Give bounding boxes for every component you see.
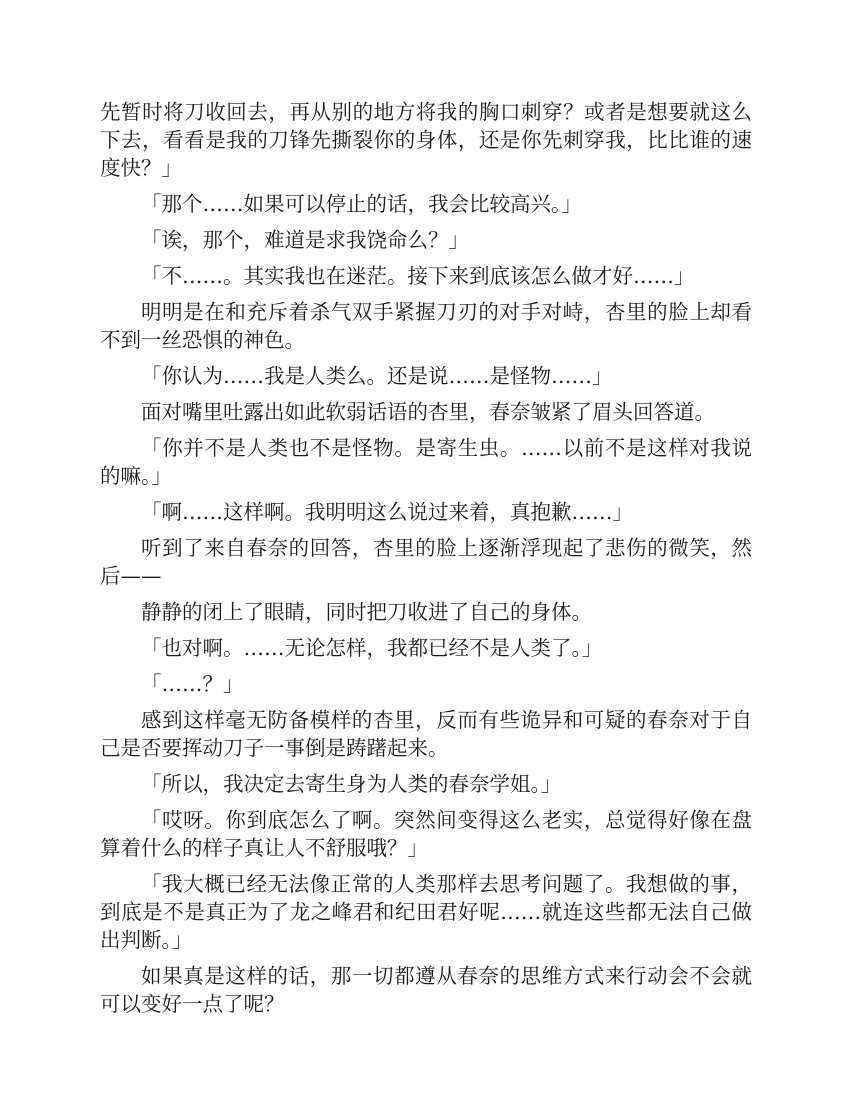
- paragraph: 「也对啊。……无论怎样，我都已经不是人类了。」: [141, 636, 603, 660]
- paragraph: 「诶，那个，难道是求我饶命么？」: [141, 228, 469, 252]
- paragraph: 听到了来自春奈的回答，杏里的脸上逐渐浮现起了悲伤的微笑，然后——: [100, 536, 752, 588]
- paragraph: 面对嘴里吐露出如此软弱话语的杏里，春奈皱紧了眉头回答道。: [141, 400, 715, 424]
- paragraph: 「那个……如果可以停止的话，我会比较高兴。」: [141, 192, 582, 216]
- paragraph: 「你认为……我是人类么。还是说……是怪物……」: [141, 364, 613, 388]
- paragraph: 「所以，我决定去寄生身为人类的春奈学姐。」: [141, 772, 562, 796]
- paragraph: 明明是在和充斥着杀气双手紧握刀刃的对手对峙，杏里的脸上却看不到一丝恐惧的神色。: [100, 300, 752, 352]
- paragraph: 静静的闭上了眼睛，同时把刀收进了自己的身体。: [141, 600, 592, 624]
- paragraph: 「啊……这样啊。我明明这么说过来着，真抱歉……」: [141, 500, 633, 524]
- paragraph: 感到这样毫无防备模样的杏里，反而有些诡异和可疑的春奈对于自己是否要挥动刀子一事倒是踌躇起来。: [100, 708, 752, 760]
- paragraph: 「不……。其实我也在迷茫。接下来到底该怎么做才好……」: [141, 264, 695, 288]
- paragraph: 「……？」: [141, 672, 244, 696]
- paragraph: 「我大概已经无法像正常的人类那样去思考问题了。我想做的事，到底是不是真正为了龙之峰君和纪田君好呢……就连这些都无法自己做出判断。」: [100, 872, 752, 952]
- paragraph: 如果真是这样的话，那一切都遵从春奈的思维方式来行动会不会就可以变好一点了呢？: [100, 964, 752, 1016]
- document-page: [100, 98, 752, 1026]
- paragraph: 先暂时将刀收回去，再从别的地方将我的胸口刺穿？或者是想要就这么下去，看看是我的刀锋先撕裂你的身体，还是你先刺穿我，比比谁的速度快？」: [100, 100, 752, 180]
- paragraph: 「哎呀。你到底怎么了啊。突然间变得这么老实，总觉得好像在盘算着什么的样子真让人不舒服哦？」: [100, 808, 752, 860]
- paragraph: 「你并不是人类也不是怪物。是寄生虫。……以前不是这样对我说的嘛。」: [100, 436, 752, 488]
